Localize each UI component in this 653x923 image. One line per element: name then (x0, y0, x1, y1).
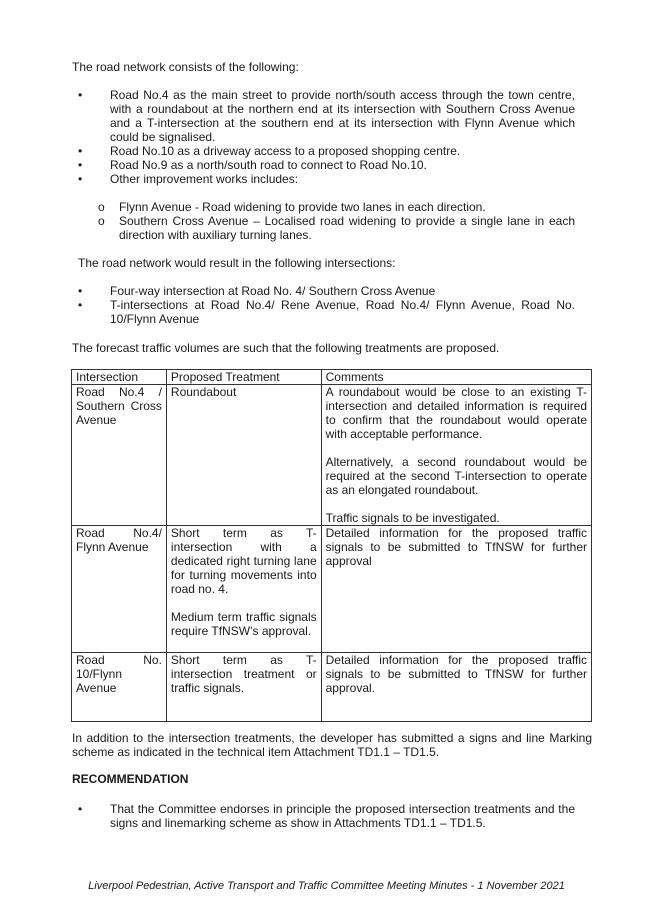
intro-text: The road network consists of the following: (72, 60, 299, 74)
comment-text: A roundabout would be close to an existing T-intersection and detailed information is required to confirm that the roundabout would operate with acceptable performance. (325, 385, 587, 441)
table-row (72, 653, 592, 722)
list-item: Other improvement works includes: (110, 172, 299, 186)
comment-text: Traffic signals to be investigated. (325, 511, 500, 525)
list-item: Road No.10 as a driveway access to a proposed shopping centre. (110, 144, 461, 158)
bullet-icon: • (78, 144, 83, 158)
table-cell (321, 385, 591, 526)
table-cell (166, 385, 321, 526)
sub-list-item: Flynn Avenue - Road widening to provide two lanes in each direction. (119, 200, 486, 214)
table-header-row (72, 370, 592, 385)
treatment-text: Short term as T-intersection with a dedicated right turning lane for turning movements into road no. 4. (170, 526, 317, 596)
list-item: T-intersections at Road No.4/ Rene Avenue, Road No.4/ Flynn Avenue, Road No. 10/Flynn Avenue (110, 298, 575, 326)
table-cell: Road No.4/ Flynn Avenue (72, 526, 167, 653)
forecast-text: The forecast traffic volumes are such that the following treatments are proposed. (72, 341, 500, 355)
bullet-icon: • (78, 298, 83, 312)
recommendation-heading: RECOMMENDATION (72, 772, 189, 786)
bullet-icon: • (78, 88, 83, 102)
table-cell: Detailed information for the proposed traffic signals to be submitted to TfNSW for further approval. (321, 653, 591, 722)
sub-bullet-icon: o (98, 200, 105, 214)
table-row (72, 526, 592, 653)
table-cell: Road No.4 / Southern Cross Avenue (72, 385, 167, 526)
intersections-intro: The road network would result in the following intersections: (78, 256, 396, 270)
addition-text: In addition to the intersection treatments, the developer has submitted a signs and line Marking scheme as indicated in the technical item Attachment TD1.1 – TD1.5. (72, 731, 592, 759)
treatment-text: Medium term traffic signals require TfNSW’s approval. (170, 610, 317, 638)
sub-list-item: Southern Cross Avenue – Localised road widening to provide a single lane in each direction with auxiliary turning lanes. (119, 214, 575, 242)
sub-bullet-icon: o (98, 214, 105, 228)
table-header: Comments (321, 370, 591, 385)
bullet-icon: • (78, 172, 83, 186)
table-cell (166, 526, 321, 653)
table-header: Proposed Treatment (166, 370, 321, 385)
bullet-icon: • (78, 284, 83, 298)
table-cell: Road No. 10/Flynn Avenue (72, 653, 167, 722)
treatments-table (71, 369, 592, 722)
comment-text: Alternatively, a second roundabout would be required at the second T-intersection to operate as an elongated roundabout. (325, 455, 587, 497)
list-item: Road No.9 as a north/south road to connect to Road No.10. (110, 158, 427, 172)
recommendation-item: That the Committee endorses in principle the proposed intersection treatments and the signs and linemarking scheme as show in Attachments TD1.1 – TD1.5. (110, 802, 575, 830)
bullet-icon: • (78, 158, 83, 172)
table-cell: Short term as T-intersection treatment or traffic signals. (166, 653, 321, 722)
treatment-text: Roundabout (170, 385, 237, 399)
table-row (72, 385, 592, 526)
table-cell: Detailed information for the proposed traffic signals to be submitted to TfNSW for further approval (321, 526, 591, 653)
table-header: Intersection (72, 370, 167, 385)
list-item: Four-way intersection at Road No. 4/ Southern Cross Avenue (110, 284, 436, 298)
list-item: Road No.4 as the main street to provide north/south access through the town centre, with a roundabout at the northern end at its intersection with Southern Cross Avenue and a T-intersection at the southern end at its intersection with Flynn Avenue which could be signalised. (110, 88, 575, 144)
page-footer: Liverpool Pedestrian, Active Transport and Traffic Committee Meeting Minutes - 1 November 2021 (88, 880, 565, 892)
bullet-icon: • (78, 802, 83, 816)
